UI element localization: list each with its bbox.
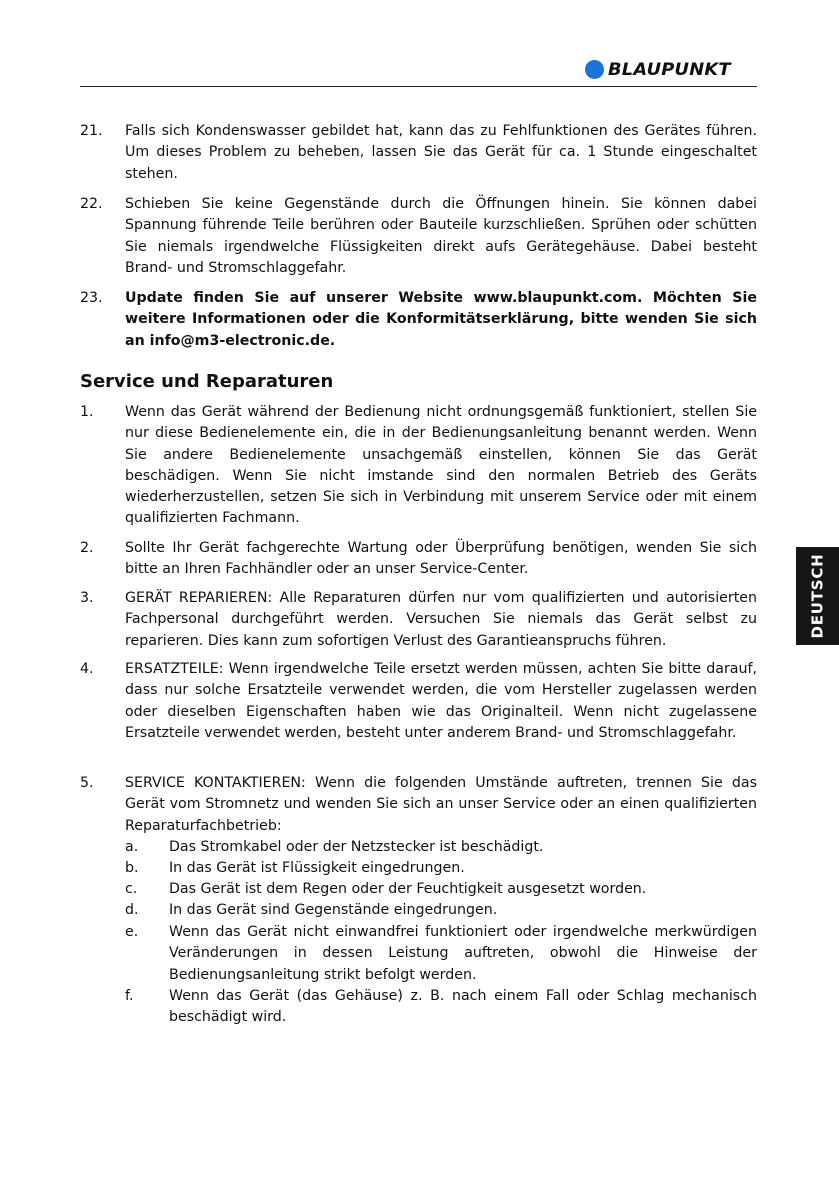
sub-item-letter: a. (125, 839, 139, 855)
language-tab-label: DEUTSCH (808, 553, 827, 639)
service-item-2 (80, 538, 757, 581)
item-text: SERVICE KONTAKTIEREN: Wenn die folgenden Umstände auftreten, trennen Sie das Gerät vom Stromnetz und wenden Sie sich an unser Service oder an einen qualifizierten Reparaturfachbetrieb: (125, 775, 757, 834)
sub-item-text: Wenn das Gerät (das Gehäuse) z. B. nach einem Fall oder Schlag mechanisch beschädigt wird. (169, 988, 757, 1026)
service-item-1 (80, 402, 757, 530)
item-number: 4. (80, 661, 94, 677)
sub-item-letter: c. (125, 881, 138, 897)
item-text: GERÄT REPARIEREN: Alle Reparaturen dürfen nur vom qualifizierten und autorisierten Fachpersonal durchgeführt werden. Versuchen Sie niemals das Gerät selbst zu reparieren. Dies kann zum sofortigen Verlust des Garantieanspruchs führen. (125, 590, 757, 649)
item-text: Update finden Sie auf unserer Website www.blaupunkt.com. Möchten Sie weitere Informationen oder die Konformitätserklärung, bitte wenden Sie sich an info@m3-electronic.de. (125, 290, 757, 349)
item-number: 22. (80, 196, 103, 212)
item-number: 1. (80, 404, 94, 420)
service-sub-item-b (125, 858, 757, 879)
sub-item-text: In das Gerät ist Flüssigkeit eingedrungen. (169, 860, 465, 876)
sub-item-text: In das Gerät sind Gegenstände eingedrungen. (169, 902, 498, 918)
service-sub-item-f (125, 986, 757, 1029)
sub-item-letter: d. (125, 902, 139, 918)
safety-item-23 (80, 288, 757, 352)
language-tab (796, 547, 839, 645)
item-number: 3. (80, 590, 94, 606)
brand-logo (585, 58, 731, 80)
service-sub-item-a (125, 837, 757, 858)
service-sub-item-e (125, 922, 757, 986)
service-item-3 (80, 588, 757, 652)
service-item-5 (80, 773, 757, 837)
sub-item-letter: f. (125, 988, 134, 1004)
header-divider (80, 86, 757, 87)
brand-dot-icon (585, 60, 604, 79)
sub-item-text: Das Gerät ist dem Regen oder der Feuchtigkeit ausgesetzt worden. (169, 881, 647, 897)
service-sub-item-d (125, 900, 757, 921)
item-number: 2. (80, 540, 94, 556)
sub-item-text: Das Stromkabel oder der Netzstecker ist beschädigt. (169, 839, 544, 855)
safety-item-21 (80, 121, 757, 185)
item-text: Schieben Sie keine Gegenstände durch die Öffnungen hinein. Sie können dabei Spannung führende Teile berühren oder Bauteile kurzschließen. Sprühen oder schütten Sie niemals irgendwelche Flüssigkeiten direkt aufs Gerätegehäuse. Dabei besteht Brand- und Stromschlaggefahr. (125, 196, 757, 276)
item-text: Sollte Ihr Gerät fachgerechte Wartung oder Überprüfung benötigen, wenden Sie sich bitte an Ihren Fachhändler oder an unser Service-Center. (125, 540, 757, 578)
item-text: ERSATZTEILE: Wenn irgendwelche Teile ersetzt werden müssen, achten Sie bitte darauf, dass nur solche Ersatzteile verwendet werden, die vom Hersteller zugelassen werden oder dieselben Eigenschaften haben wie das Originalteil. Wenn nicht zugelassene Ersatzteile verwendet werden, besteht unter anderem Brand- und Stromschlaggefahr. (125, 661, 757, 741)
item-number: 23. (80, 290, 103, 306)
item-text: Falls sich Kondenswasser gebildet hat, kann das zu Fehlfunktionen des Gerätes führen. Um dieses Problem zu beheben, lassen Sie das Gerät für ca. 1 Stunde eingeschaltet stehen. (125, 123, 757, 182)
item-number: 21. (80, 123, 103, 139)
item-number: 5. (80, 775, 94, 791)
sub-item-letter: b. (125, 860, 139, 876)
service-item-4 (80, 659, 757, 744)
sub-item-text: Wenn das Gerät nicht einwandfrei funktioniert oder irgendwelche merkwürdigen Veränderungen in dessen Leistung auftreten, obwohl die Hinweise der Bedienungsanleitung strikt befolgt werden. (169, 924, 757, 983)
safety-item-22 (80, 194, 757, 279)
sub-item-letter: e. (125, 924, 139, 940)
service-sub-item-c (125, 879, 757, 900)
section-heading: Service und Reparaturen (80, 371, 334, 392)
brand-name: BLAUPUNKT (608, 59, 731, 79)
item-text: Wenn das Gerät während der Bedienung nicht ordnungsgemäß funktioniert, stellen Sie nur diese Bedienelemente ein, die in der Bedienungsanleitung benannt werden. Wenn Sie andere Bedienelemente unsachgemäß einstellen, können Sie das Gerät beschädigen. Wenn Sie nicht imstande sind den normalen Betrieb des Geräts wiederherzustellen, setzen Sie sich in Verbindung mit unserem Service oder mit einem qualifizierten Fachmann. (125, 404, 757, 527)
